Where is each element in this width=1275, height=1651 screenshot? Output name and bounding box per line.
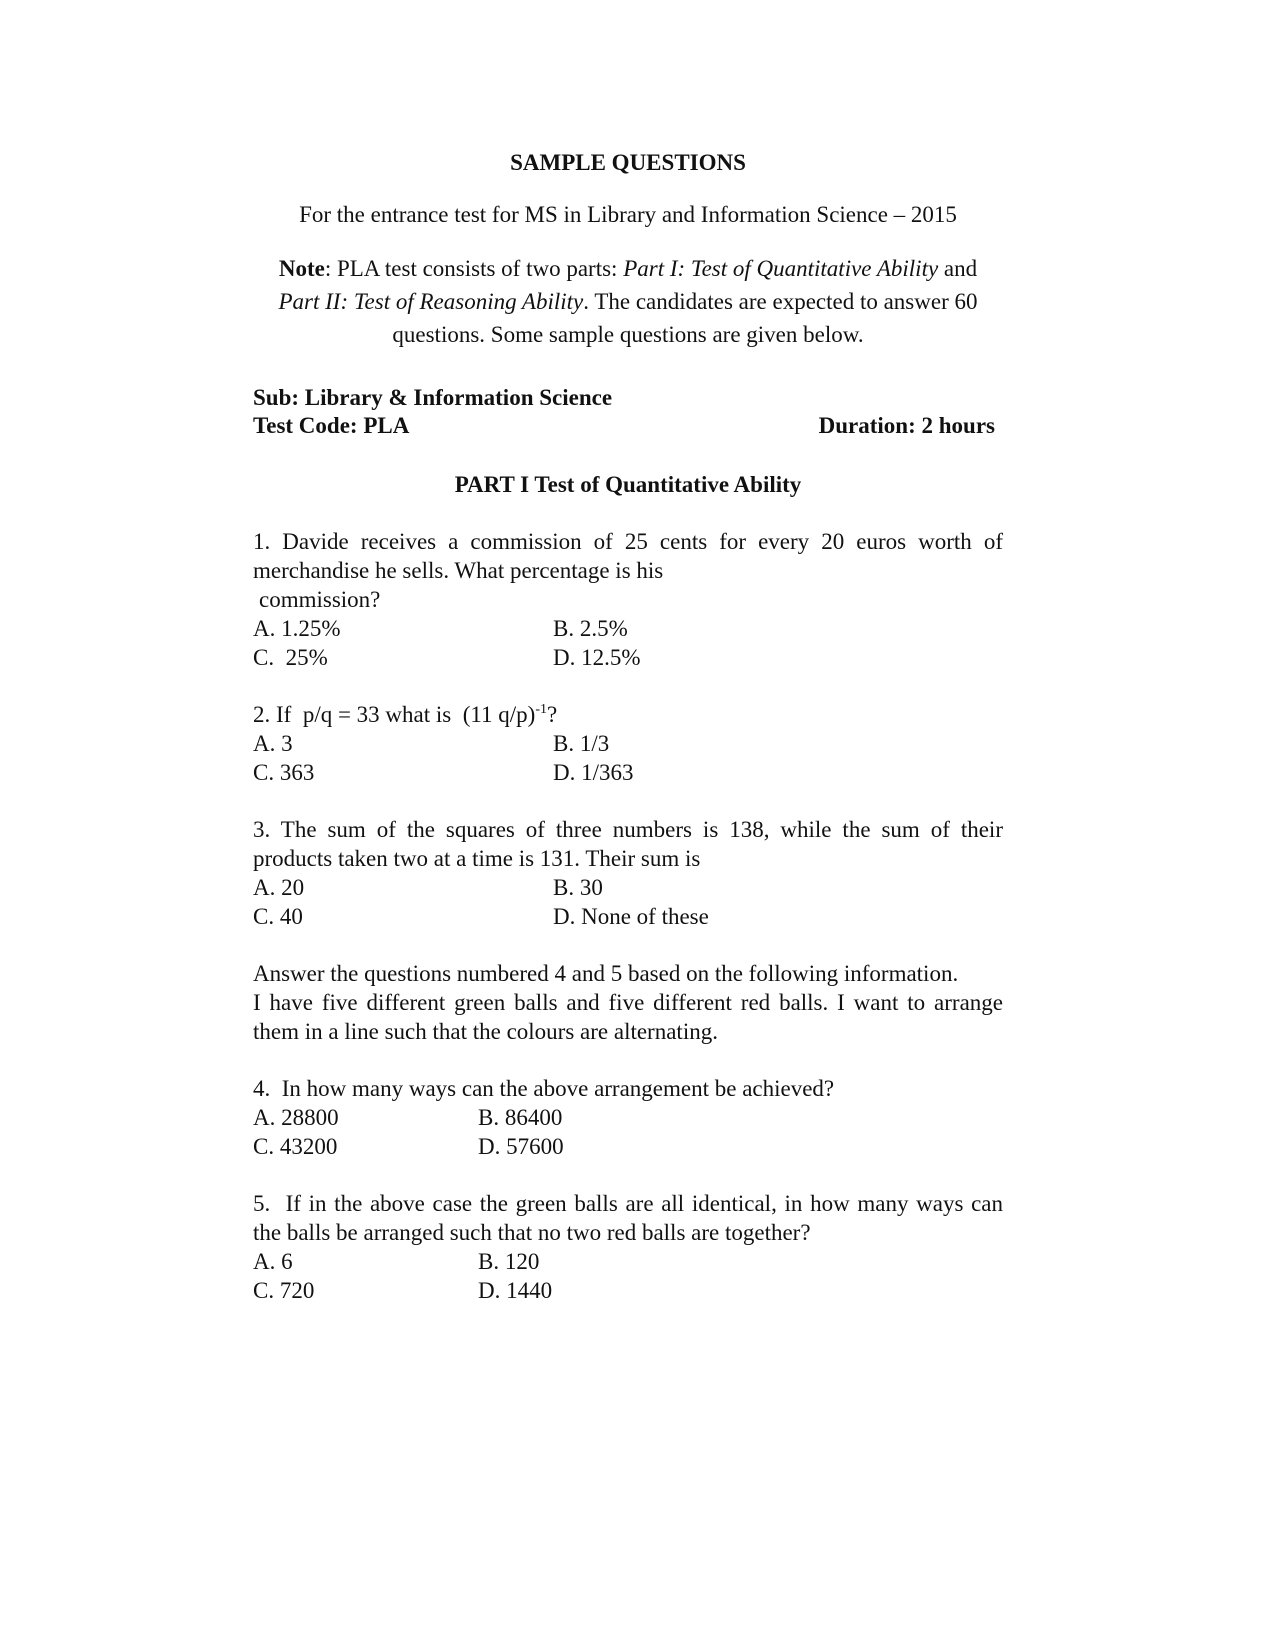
option: B. 1/3	[553, 731, 610, 756]
page-subtitle: For the entrance test for MS in Library and Information Science – 2015	[299, 202, 957, 227]
option: C. 720	[253, 1278, 315, 1303]
subject-line: Sub: Library & Information Science	[253, 385, 613, 410]
document-content	[253, 148, 1009, 1305]
question-2-options	[253, 729, 1003, 787]
meta-row	[253, 412, 1003, 440]
option: B. 2.5%	[553, 616, 628, 641]
option: D. 12.5%	[553, 645, 641, 670]
option: C. 43200	[253, 1134, 338, 1159]
option: C. 25%	[253, 645, 328, 670]
question-2-superscript: -1	[535, 702, 548, 717]
option: D. 57600	[478, 1134, 564, 1159]
option: D. None of these	[553, 904, 709, 929]
note-text-1: : PLA test consists of two parts:	[324, 256, 624, 281]
option: D. 1440	[478, 1278, 553, 1303]
option: A. 6	[253, 1249, 293, 1274]
option: A. 20	[253, 875, 305, 900]
question-1-text-cont: commission?	[259, 587, 381, 612]
question-4-options	[253, 1103, 1003, 1161]
part1-heading: PART I Test of Quantitative Ability	[454, 472, 802, 497]
question-3	[253, 815, 1003, 931]
note-label: Note	[278, 256, 325, 281]
question-2-text	[253, 700, 1003, 729]
option: C. 363	[253, 760, 315, 785]
question-2	[253, 700, 1003, 787]
info-line-1: Answer the questions numbered 4 and 5 based on the following information.	[253, 961, 959, 986]
page-title: SAMPLE QUESTIONS	[510, 150, 746, 175]
question-5-text: 5. If in the above case the green balls are all identical, in how many ways can the balls be arranged such that no two red balls are together?	[253, 1191, 1009, 1245]
question-3-text: 3. The sum of the squares of three numbers is 138, while the sum of their products taken two at a time is 131. Their sum is	[253, 817, 1003, 871]
duration: Duration: 2 hours	[818, 413, 995, 438]
option: B. 30	[553, 875, 603, 900]
question-5-options	[253, 1247, 1003, 1305]
info-line-2: I have five different green balls and five different red balls. I want to arrange them in a line such that the colours are alternating.	[253, 990, 1003, 1044]
question-5	[253, 1189, 1009, 1305]
note-paragraph	[253, 252, 1003, 351]
note-text-2: and	[943, 256, 978, 281]
question-3-options	[253, 873, 1003, 931]
shared-info	[253, 959, 1003, 1046]
note-text-3: . The candidates are expected to answer 60 questions. Some sample questions are given below.	[392, 289, 978, 347]
note-part2: Part II: Test of Reasoning Ability	[278, 289, 584, 314]
option: A. 3	[253, 731, 293, 756]
option: A. 1.25%	[253, 616, 341, 641]
question-1	[253, 527, 1003, 672]
question-2-text-b: ?	[547, 702, 558, 727]
note-part1: Part I: Test of Quantitative Ability	[623, 256, 939, 281]
option: B. 120	[478, 1249, 540, 1274]
option: B. 86400	[478, 1105, 563, 1130]
question-4-text: 4. In how many ways can the above arrangement be achieved?	[253, 1076, 835, 1101]
test-meta	[253, 384, 1003, 440]
question-1-text: 1. Davide receives a commission of 25 cents for every 20 euros worth of merchandise he sells. What percentage is his	[253, 529, 1003, 583]
question-2-text-a: 2. If p/q = 33 what is (11 q/p)	[253, 702, 536, 727]
option: C. 40	[253, 904, 303, 929]
option: D. 1/363	[553, 760, 634, 785]
option: A. 28800	[253, 1105, 339, 1130]
question-4	[253, 1074, 1003, 1161]
test-code: Test Code: PLA	[253, 413, 410, 438]
question-1-options	[253, 614, 1003, 672]
